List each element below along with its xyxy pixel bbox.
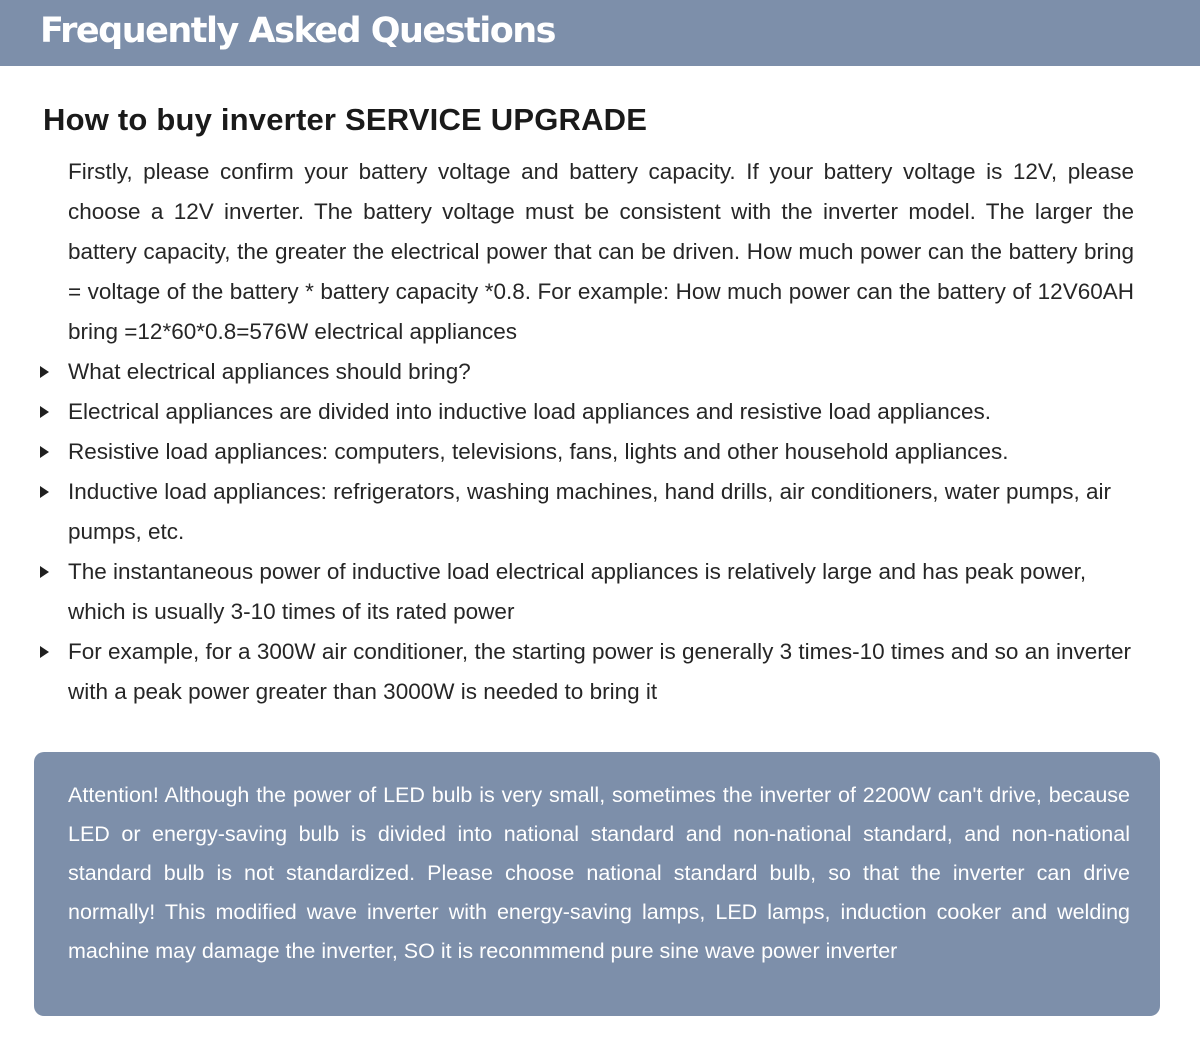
attention-notice-text: Attention! Although the power of LED bulb is very small, sometimes the inverter of 2200W can't drive, because LED or energy-saving bulb is divided into national standard and non-national standard, and non-national standard bulb is not standardized. Please choose national standard bulb, so that the inverter can drive normally! This modified wave inverter with energy-saving lamps, LED lamps, induction cooker and welding machine may damage the inverter, SO it is reconmmend pure sine wave power inverter <box>68 783 1130 963</box>
list-item <box>68 392 1134 432</box>
list-item <box>68 632 1134 712</box>
attention-notice-box <box>34 752 1160 1016</box>
triangle-bullet-icon <box>40 646 49 658</box>
intro-paragraph: Firstly, please confirm your battery voltage and battery capacity. If your battery voltage is 12V, please choose a 12V inverter. The battery voltage must be consistent with the inverter model. The larger the battery capacity, the greater the electrical power that can be driven. How much power can the battery bring = voltage of the battery * battery capacity *0.8. For example: How much power can the battery of 12V60AH bring =12*60*0.8=576W electrical appliances <box>68 159 1134 344</box>
triangle-bullet-icon <box>40 406 49 418</box>
header-banner <box>0 0 1200 66</box>
list-item <box>68 352 1134 392</box>
list-item-text: Inductive load appliances: refrigerators, washing machines, hand drills, air conditioners, water pumps, air pumps, etc. <box>68 479 1112 544</box>
list-item <box>68 472 1134 552</box>
triangle-bullet-icon <box>40 446 49 458</box>
page-title: Frequently Asked Questions <box>40 11 556 51</box>
triangle-bullet-icon <box>40 366 49 378</box>
faq-content <box>68 152 1134 712</box>
list-item-text: Electrical appliances are divided into inductive load appliances and resistive load appliances. <box>68 399 992 424</box>
triangle-bullet-icon <box>40 566 49 578</box>
section-title: How to buy inverter SERVICE UPGRADE <box>43 102 648 137</box>
list-item-text: What electrical appliances should bring? <box>68 359 471 384</box>
list-item-text: The instantaneous power of inductive load electrical appliances is relatively large and has peak power, which is usually 3-10 times of its rated power <box>68 559 1087 624</box>
list-item-text: For example, for a 300W air conditioner, the starting power is generally 3 times-10 times and so an inverter with a peak power greater than 3000W is needed to bring it <box>68 639 1132 704</box>
list-item <box>68 432 1134 472</box>
triangle-bullet-icon <box>40 486 49 498</box>
list-item <box>68 552 1134 632</box>
bullet-list <box>68 352 1134 712</box>
list-item-text: Resistive load appliances: computers, televisions, fans, lights and other household appliances. <box>68 439 1009 464</box>
